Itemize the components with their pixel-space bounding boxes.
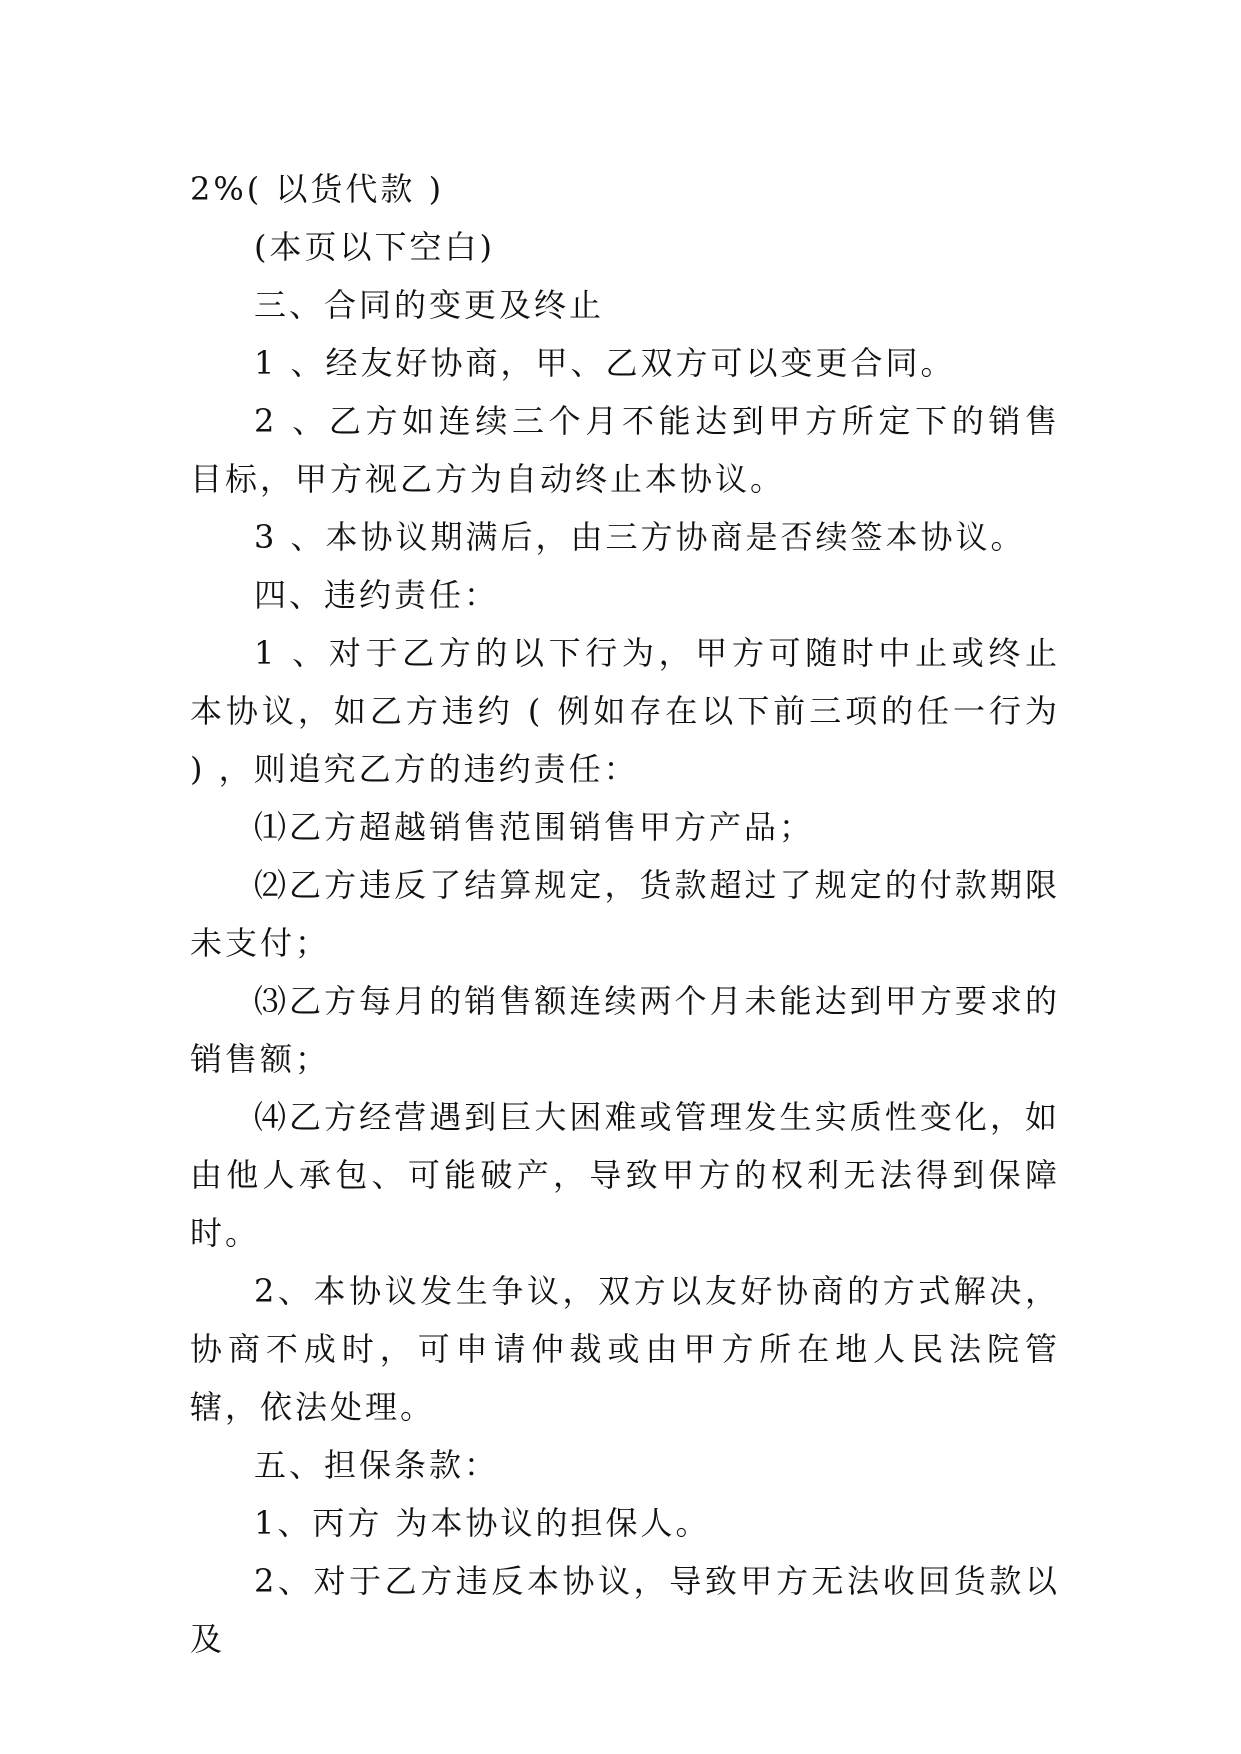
clause-3-2: 2 、乙方如连续三个月不能达到甲方所定下的销售目标，甲方视乙方为自动终止本协议。 [190, 402, 1060, 498]
clause-4-1-item-4: ⑷乙方经营遇到巨大困难或管理发生实质性变化，如由他人承包、可能破产，导致甲方的权利无法得到保障时。 [190, 1098, 1060, 1252]
clause-4-1-item-3: ⑶乙方每月的销售额连续两个月未能达到甲方要求的销售额； [190, 982, 1060, 1078]
section-heading-guarantee: 五、担保条款： [254, 1446, 500, 1484]
paragraph-payment-terms: 2%( 以货代款 ) [190, 170, 445, 208]
clause-3-3: 3 、本协议期满后，由三方协商是否续签本协议。 [254, 518, 1026, 556]
section-heading-breach: 四、违约责任： [254, 576, 500, 614]
clause-4-1: 1 、对于乙方的以下行为，甲方可随时中止或终止本协议，如乙方违约 ( 例如存在以下前三项的任一行为 ) ，则追究乙方的违约责任： [190, 634, 1060, 788]
clause-3-1: 1 、经友好协商，甲、乙双方可以变更合同。 [254, 344, 956, 382]
clause-4-1-item-1: ⑴乙方超越销售范围销售甲方产品； [254, 808, 815, 846]
clause-5-1: 1、丙方 为本协议的担保人。 [254, 1504, 711, 1542]
clause-5-2: 2、对于乙方违反本协议，导致甲方无法收回货款以及 [190, 1562, 1060, 1658]
section-heading-contract-change: 三、合同的变更及终止 [254, 286, 605, 324]
clause-4-2: 2、本协议发生争议，双方以友好协商的方式解决，协商不成时，可申请仲裁或由甲方所在地人民法院管辖，依法处理。 [190, 1272, 1060, 1426]
clause-4-1-item-2: ⑵乙方违反了结算规定，货款超过了规定的付款期限未支付； [190, 866, 1060, 962]
paragraph-blank-note: (本页以下空白) [254, 228, 495, 266]
document-body [190, 160, 1060, 1668]
